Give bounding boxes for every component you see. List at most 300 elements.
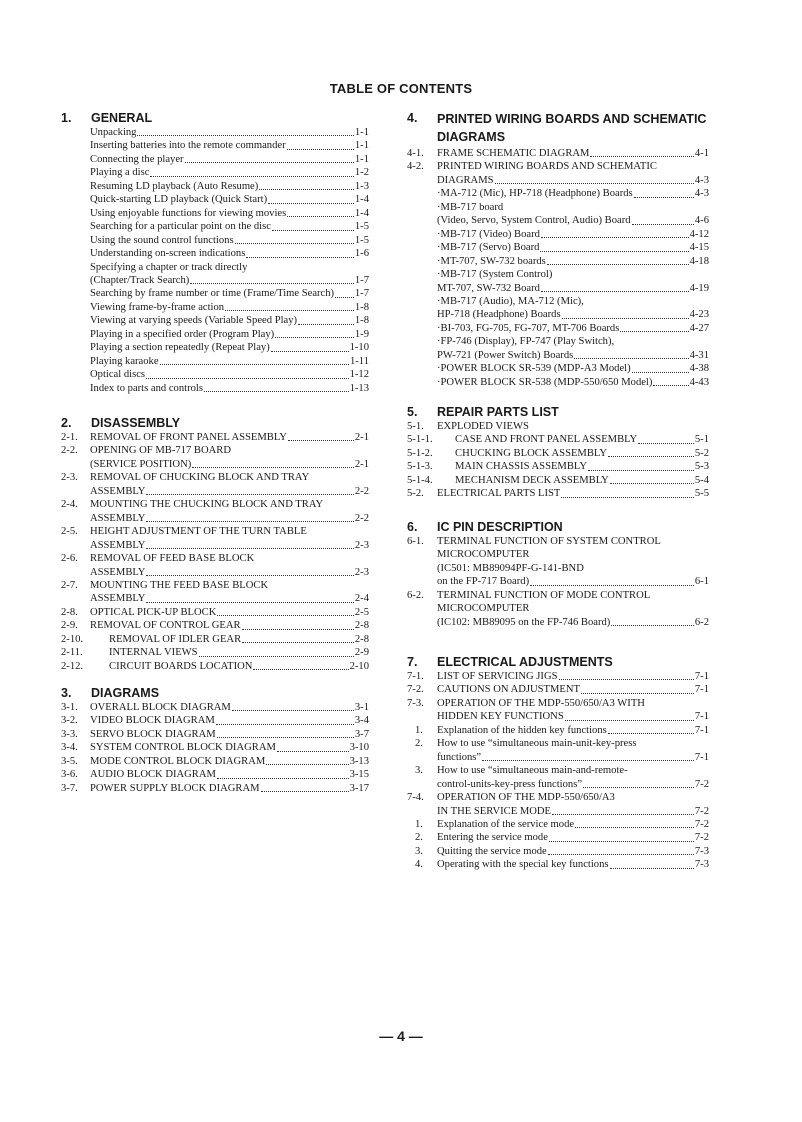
toc-entry[interactable]	[61, 782, 369, 795]
toc-section	[407, 656, 709, 872]
entry-title: Using enjoyable functions for viewing movies	[90, 207, 287, 219]
entry-number: 2.	[415, 738, 423, 750]
toc-entry[interactable]	[407, 724, 709, 737]
toc-entry[interactable]	[407, 160, 709, 173]
section-heading	[61, 417, 369, 430]
dot-leader	[217, 615, 354, 616]
toc-entry[interactable]	[61, 355, 369, 368]
entry-title: ELECTRICAL PARTS LIST	[437, 488, 561, 500]
toc-entry[interactable]	[61, 444, 369, 457]
entry-page: 5-5	[694, 488, 709, 500]
entry-title: (Video, Servo, System Control, Audio) Board	[437, 215, 631, 227]
dot-leader	[160, 364, 349, 365]
entry-title: MOUNTING THE FEED BASE BLOCK	[90, 579, 269, 591]
dot-leader	[272, 230, 354, 231]
entry-page: 3-17	[349, 782, 369, 794]
entry-number: 3.	[415, 765, 423, 777]
entry-page: 2-2	[354, 485, 369, 497]
dot-leader	[242, 629, 354, 630]
entry-title: TERMINAL FUNCTION OF MODE CONTROL	[437, 589, 651, 601]
toc-entry[interactable]	[61, 261, 369, 274]
toc-entry[interactable]	[407, 474, 709, 487]
entry-title: REMOVAL OF FRONT PANEL ASSEMBLY	[90, 432, 287, 443]
entry-title: AUDIO BLOCK DIAGRAM	[90, 769, 216, 781]
entry-page: 7-1	[694, 684, 709, 696]
toc-entry[interactable]	[407, 575, 709, 588]
dot-leader	[235, 243, 354, 244]
entry-title: POWER SUPPLY BLOCK DIAGRAM	[90, 782, 260, 794]
entry-title: ·BI-703, FG-705, FG-707, MT-706 Boards	[437, 322, 620, 334]
toc-entry[interactable]	[407, 174, 709, 187]
dot-leader	[541, 291, 689, 292]
toc-entry[interactable]	[61, 341, 369, 354]
section-title: PRINTED WIRING BOARDS AND SCHEMATIC DIAGRAMS	[437, 112, 707, 144]
entry-title: FRAME SCHEMATIC DIAGRAM	[437, 148, 590, 159]
entry-page: 6-2	[694, 616, 709, 628]
toc-entry[interactable]	[61, 525, 369, 538]
dot-leader	[287, 149, 354, 150]
toc-entry[interactable]	[61, 579, 369, 592]
dot-leader	[146, 602, 353, 603]
entry-page: 4-6	[694, 215, 709, 227]
toc-entry[interactable]	[407, 268, 709, 281]
entry-number: 2-12.	[61, 660, 84, 672]
entry-number: 3-7.	[61, 782, 78, 794]
toc-entry[interactable]	[407, 818, 709, 831]
toc-entry[interactable]	[407, 349, 709, 362]
entry-title: ·MB-717 (Video) Board	[437, 228, 540, 240]
toc-entry[interactable]	[61, 153, 369, 166]
toc-entry[interactable]	[61, 180, 369, 193]
entry-title: Resuming LD playback (Auto Resume)	[90, 180, 259, 192]
dot-leader	[575, 827, 694, 828]
entry-page: 1-9	[354, 328, 369, 340]
dot-leader	[199, 656, 354, 657]
toc-entry[interactable]	[61, 368, 369, 381]
entry-page: 4-12	[689, 228, 709, 240]
toc-entry[interactable]	[61, 328, 369, 341]
section-number: 2.	[61, 416, 72, 430]
entry-title: ASSEMBLY	[90, 566, 146, 578]
dot-leader	[298, 324, 354, 325]
dot-leader	[588, 470, 694, 471]
page-number: — 4 —	[379, 1028, 423, 1044]
toc-entry[interactable]	[407, 670, 709, 683]
toc-entry[interactable]	[407, 362, 709, 375]
toc-entry[interactable]	[407, 376, 709, 389]
entry-page: 7-2	[694, 832, 709, 844]
entry-page: 1-7	[354, 274, 369, 286]
dot-leader	[266, 764, 348, 765]
toc-entry[interactable]	[407, 858, 709, 871]
entry-page: 7-1	[694, 724, 709, 736]
section-title: REPAIR PARTS LIST	[437, 405, 559, 419]
entry-title: REMOVAL OF CONTROL GEAR	[90, 620, 241, 632]
dot-leader	[146, 521, 353, 522]
entry-page: 3-4	[354, 715, 369, 727]
entry-title: OPERATION OF THE MDP-550/650/A3 WITH	[437, 697, 645, 709]
entry-title: Understanding on-screen indications	[90, 248, 246, 260]
entry-number: 2-7.	[61, 579, 78, 591]
dot-leader	[632, 372, 689, 373]
toc-entry[interactable]	[61, 552, 369, 565]
entry-title: Playing karaoke	[90, 355, 159, 367]
entry-number: 5-1-2.	[407, 447, 433, 459]
entry-title: (Chapter/Track Search)	[90, 274, 190, 286]
toc-section	[61, 112, 369, 395]
entry-number: 5-1-4.	[407, 474, 433, 486]
entry-page: 5-3	[694, 461, 709, 473]
entry-page: 4-18	[689, 255, 709, 267]
entry-title: OVERALL BLOCK DIAGRAM	[90, 702, 231, 713]
toc-entry[interactable]	[407, 751, 709, 764]
entry-title: Explanation of the hidden key functions	[437, 724, 607, 736]
entry-page: 1-10	[349, 342, 369, 354]
entry-page: 2-8	[354, 620, 369, 632]
toc-entry[interactable]	[407, 487, 709, 500]
entry-title: ·MB-717 board	[437, 201, 504, 213]
toc-entry[interactable]	[61, 768, 369, 781]
entry-page: 3-10	[349, 742, 369, 754]
toc-entry[interactable]	[407, 447, 709, 460]
toc-entry[interactable]	[61, 701, 369, 714]
entry-title: MICROCOMPUTER	[437, 603, 530, 615]
toc-entry[interactable]	[61, 592, 369, 605]
entry-title: Optical discs	[90, 369, 146, 381]
toc-entry[interactable]	[61, 755, 369, 768]
dot-leader	[608, 456, 694, 457]
toc-entry[interactable]	[61, 126, 369, 139]
section-heading	[407, 406, 709, 419]
entry-page: 4-23	[689, 309, 709, 321]
entry-title: ASSEMBLY	[90, 593, 146, 605]
toc-entry[interactable]	[407, 562, 709, 575]
entry-number: 2-10.	[61, 633, 84, 645]
entry-number: 1.	[415, 818, 423, 830]
toc-entry[interactable]	[61, 471, 369, 484]
toc-entry[interactable]	[61, 234, 369, 247]
dot-leader	[583, 787, 694, 788]
toc-entry[interactable]	[407, 433, 709, 446]
entry-page: 4-15	[689, 242, 709, 254]
toc-entry[interactable]	[407, 214, 709, 227]
entry-page: 4-3	[694, 188, 709, 200]
dot-leader	[271, 351, 349, 352]
entry-number: 2-9.	[61, 620, 78, 632]
dot-leader	[277, 751, 349, 752]
toc-entry[interactable]	[407, 460, 709, 473]
entry-page: 1-6	[354, 248, 369, 260]
entry-title: Playing a section repeatedly (Repeat Play)	[90, 342, 270, 354]
entry-page: 6-1	[694, 576, 709, 588]
entry-number: 7-4.	[407, 792, 424, 804]
toc-entry[interactable]	[61, 741, 369, 754]
dot-leader	[185, 162, 354, 163]
entry-number: 7-1.	[407, 671, 424, 682]
entry-title: OPERATION OF THE MDP-550/650/A3	[437, 792, 615, 804]
entry-title: MOUNTING THE CHUCKING BLOCK AND TRAY	[90, 499, 324, 511]
dot-leader	[540, 251, 688, 252]
entry-title: Specifying a chapter or track directly	[90, 261, 248, 273]
toc-entry[interactable]	[61, 512, 369, 525]
toc-entry[interactable]	[61, 606, 369, 619]
toc-entry[interactable]	[407, 147, 709, 160]
toc-entry[interactable]	[407, 187, 709, 200]
toc-entry[interactable]	[407, 616, 709, 629]
dot-leader	[190, 283, 354, 284]
toc-entry[interactable]	[61, 301, 369, 314]
entry-number: 5-1-3.	[407, 461, 433, 473]
entry-title: ·MA-712 (Mic), HP-718 (Headphone) Boards	[437, 188, 633, 200]
entry-page: 4-38	[689, 363, 709, 375]
toc-entry[interactable]	[61, 314, 369, 327]
entry-number: 5-1.	[407, 421, 424, 432]
entry-title: DIAGRAMS	[437, 174, 494, 186]
dot-leader	[146, 494, 353, 495]
dot-leader	[150, 176, 353, 177]
entry-page: 3-1	[354, 702, 369, 713]
toc-entry[interactable]	[407, 602, 709, 615]
entry-number: 2-2.	[61, 445, 78, 457]
toc-entry[interactable]	[407, 764, 709, 777]
toc-entry[interactable]	[407, 791, 709, 804]
entry-title: Quick-starting LD playback (Quick Start)	[90, 194, 268, 206]
toc-entry[interactable]	[61, 566, 369, 579]
entry-title: (IC102: MB89095 on the FP-746 Board)	[437, 616, 611, 628]
toc-section	[407, 521, 709, 629]
entry-title: Connecting the player	[90, 153, 184, 165]
dot-leader	[217, 737, 354, 738]
entry-number: 3.	[415, 845, 423, 857]
toc-entry[interactable]	[407, 737, 709, 750]
dot-leader	[261, 791, 349, 792]
toc-entry[interactable]	[407, 255, 709, 268]
entry-number: 2-5.	[61, 526, 78, 538]
dot-leader	[146, 575, 353, 576]
entry-page: 4-31	[689, 349, 709, 361]
dot-leader	[288, 440, 354, 441]
section-number: 7.	[407, 655, 418, 669]
entry-title: PW-721 (Power Switch) Boards	[437, 349, 574, 361]
entry-title: ·MB-717 (Audio), MA-712 (Mic),	[437, 295, 584, 307]
toc-entry[interactable]	[407, 295, 709, 308]
entry-page: 1-11	[349, 355, 369, 367]
entry-page: 2-1	[354, 458, 369, 470]
dot-leader	[137, 135, 353, 136]
entry-page: 1-1	[354, 140, 369, 152]
section-title: IC PIN DESCRIPTION	[437, 520, 563, 534]
section-title: DISASSEMBLY	[91, 416, 181, 430]
dot-leader	[548, 854, 694, 855]
entry-number: 7-3.	[407, 697, 424, 709]
dot-leader	[547, 264, 689, 265]
entry-page: 1-2	[354, 167, 369, 179]
entry-page: 2-3	[354, 566, 369, 578]
entry-page: 7-1	[694, 751, 709, 763]
entry-page: 4-27	[689, 322, 709, 334]
dot-leader	[530, 585, 694, 586]
entry-number: 6-1.	[407, 536, 424, 547]
entry-title: LIST OF SERVICING JIGS	[437, 671, 558, 682]
toc-entry[interactable]	[61, 619, 369, 632]
dot-leader	[565, 720, 694, 721]
toc-entry[interactable]	[407, 831, 709, 844]
entry-title: Quitting the service mode	[437, 845, 547, 857]
entry-title: MICROCOMPUTER	[437, 549, 530, 561]
toc-entry[interactable]	[407, 420, 709, 433]
entry-title: ·POWER BLOCK SR-538 (MDP-550/650 Model)	[437, 376, 653, 388]
toc-entry[interactable]	[407, 308, 709, 321]
toc-entry[interactable]	[61, 485, 369, 498]
dot-leader	[608, 733, 694, 734]
toc-entry[interactable]	[61, 660, 369, 673]
entry-number: 4-2.	[407, 161, 424, 173]
entry-title: HIDDEN KEY FUNCTIONS	[437, 711, 564, 723]
entry-title: functions”	[437, 751, 482, 763]
entry-number: 6-2.	[407, 589, 424, 601]
toc-entry[interactable]	[61, 139, 369, 152]
toc-entry[interactable]	[61, 714, 369, 727]
entry-title: MODE CONTROL BLOCK DIAGRAM	[90, 755, 266, 767]
toc-entry[interactable]	[61, 498, 369, 511]
entry-title: (SERVICE POSITION)	[90, 458, 192, 470]
toc-entry[interactable]	[61, 193, 369, 206]
toc-entry[interactable]	[407, 548, 709, 561]
section-title: ELECTRICAL ADJUSTMENTS	[437, 655, 613, 669]
toc-entry[interactable]	[407, 697, 709, 710]
toc-entry[interactable]	[61, 220, 369, 233]
entry-title: EXPLODED VIEWS	[437, 421, 529, 432]
entry-title: ASSEMBLY	[90, 539, 146, 551]
toc-entry[interactable]	[61, 458, 369, 471]
toc-entry[interactable]	[407, 201, 709, 214]
entry-page: 2-1	[354, 432, 369, 443]
entry-title: REMOVAL OF CHUCKING BLOCK AND TRAY	[90, 472, 310, 484]
toc-entry[interactable]	[407, 845, 709, 858]
toc-entry[interactable]	[407, 335, 709, 348]
toc-entry[interactable]	[407, 589, 709, 602]
entry-page: 5-1	[694, 434, 709, 446]
toc-entry[interactable]	[61, 382, 369, 395]
entry-title: TERMINAL FUNCTION OF SYSTEM CONTROL	[437, 536, 661, 547]
entry-page: 1-5	[354, 234, 369, 246]
entry-page: 2-10	[349, 660, 369, 672]
entry-title: Unpacking	[90, 127, 137, 138]
entry-title: CIRCUIT BOARDS LOCATION	[109, 660, 253, 672]
dot-leader	[590, 156, 693, 157]
dot-leader	[287, 216, 354, 217]
entry-title: Playing a disc	[90, 167, 150, 179]
toc-entry[interactable]	[407, 710, 709, 723]
toc-section	[61, 687, 369, 795]
entry-title: ·POWER BLOCK SR-539 (MDP-A3 Model)	[437, 363, 631, 375]
page-title: TABLE OF CONTENTS	[329, 81, 473, 96]
entry-title: ASSEMBLY	[90, 485, 146, 497]
dot-leader	[482, 760, 694, 761]
toc-entry[interactable]	[407, 322, 709, 335]
entry-page: 7-1	[694, 671, 709, 682]
toc-entry[interactable]	[61, 247, 369, 260]
entry-page: 2-9	[354, 647, 369, 659]
toc-entry[interactable]	[61, 539, 369, 552]
toc-entry[interactable]	[61, 646, 369, 659]
entry-title: ·MB-717 (System Control)	[437, 269, 553, 281]
entry-title: MT-707, SW-732 Board	[437, 282, 540, 294]
entry-page: 3-15	[349, 769, 369, 781]
entry-page: 1-5	[354, 221, 369, 233]
dot-leader	[562, 318, 689, 319]
entry-page: 4-1	[694, 148, 709, 159]
toc-entry[interactable]	[407, 241, 709, 254]
entry-number: 4-1.	[407, 148, 424, 159]
toc-entry[interactable]	[61, 274, 369, 287]
toc-entry[interactable]	[407, 282, 709, 295]
entry-number: 2-1.	[61, 432, 78, 443]
dot-leader	[146, 548, 353, 549]
entry-page: 3-7	[354, 728, 369, 740]
entry-page: 1-1	[354, 127, 369, 138]
entry-page: 4-3	[694, 174, 709, 186]
entry-title: REMOVAL OF IDLER GEAR	[109, 633, 242, 645]
entry-title: Viewing frame-by-frame action	[90, 301, 225, 313]
toc-entry[interactable]	[407, 805, 709, 818]
section-title: GENERAL	[91, 111, 153, 125]
entry-number: 5-2.	[407, 488, 424, 500]
toc-entry[interactable]	[61, 633, 369, 646]
entry-title: ·MB-717 (Servo) Board	[437, 242, 540, 254]
entry-page: 2-8	[354, 633, 369, 645]
entry-number: 2.	[415, 832, 423, 844]
section-heading	[407, 656, 709, 669]
entry-title: SERVO BLOCK DIAGRAM	[90, 728, 216, 740]
entry-title: Searching for a particular point on the disc	[90, 221, 271, 233]
toc-entry[interactable]	[61, 166, 369, 179]
dot-leader	[253, 669, 348, 670]
entry-title: Inserting batteries into the remote commander	[90, 140, 286, 152]
entry-title: MECHANISM DECK ASSEMBLY	[455, 474, 609, 486]
toc-entry[interactable]	[61, 728, 369, 741]
entry-number: 2-11.	[61, 647, 83, 659]
toc-entry[interactable]	[407, 778, 709, 791]
entry-title: Explanation of the service mode	[437, 818, 575, 830]
dot-leader	[335, 297, 354, 298]
toc-entry[interactable]	[407, 683, 709, 696]
entry-number: 5-1-1.	[407, 434, 433, 446]
entry-title: Using the sound control functions	[90, 234, 234, 246]
dot-leader	[259, 189, 354, 190]
section-number: 5.	[407, 405, 418, 419]
entry-title: Playing in a specified order (Program Play)	[90, 328, 275, 340]
entry-page: 1-4	[354, 194, 369, 206]
toc-entry[interactable]	[61, 207, 369, 220]
dot-leader	[561, 497, 694, 498]
dot-leader	[610, 483, 694, 484]
toc-entry[interactable]	[61, 431, 369, 444]
dot-leader	[634, 197, 694, 198]
entry-number: 3-4.	[61, 742, 78, 754]
entry-title: INTERNAL VIEWS	[109, 647, 198, 659]
dot-leader	[638, 443, 694, 444]
entry-page: 1-8	[354, 315, 369, 327]
toc-entry[interactable]	[407, 228, 709, 241]
toc-entry[interactable]	[407, 535, 709, 548]
section-title: DIAGRAMS	[91, 686, 160, 700]
dot-leader	[653, 385, 688, 386]
entry-title: ASSEMBLY	[90, 512, 146, 524]
dot-leader	[275, 337, 354, 338]
entry-title: How to use “simultaneous main-and-remote-	[437, 765, 628, 777]
toc-entry[interactable]	[61, 287, 369, 300]
